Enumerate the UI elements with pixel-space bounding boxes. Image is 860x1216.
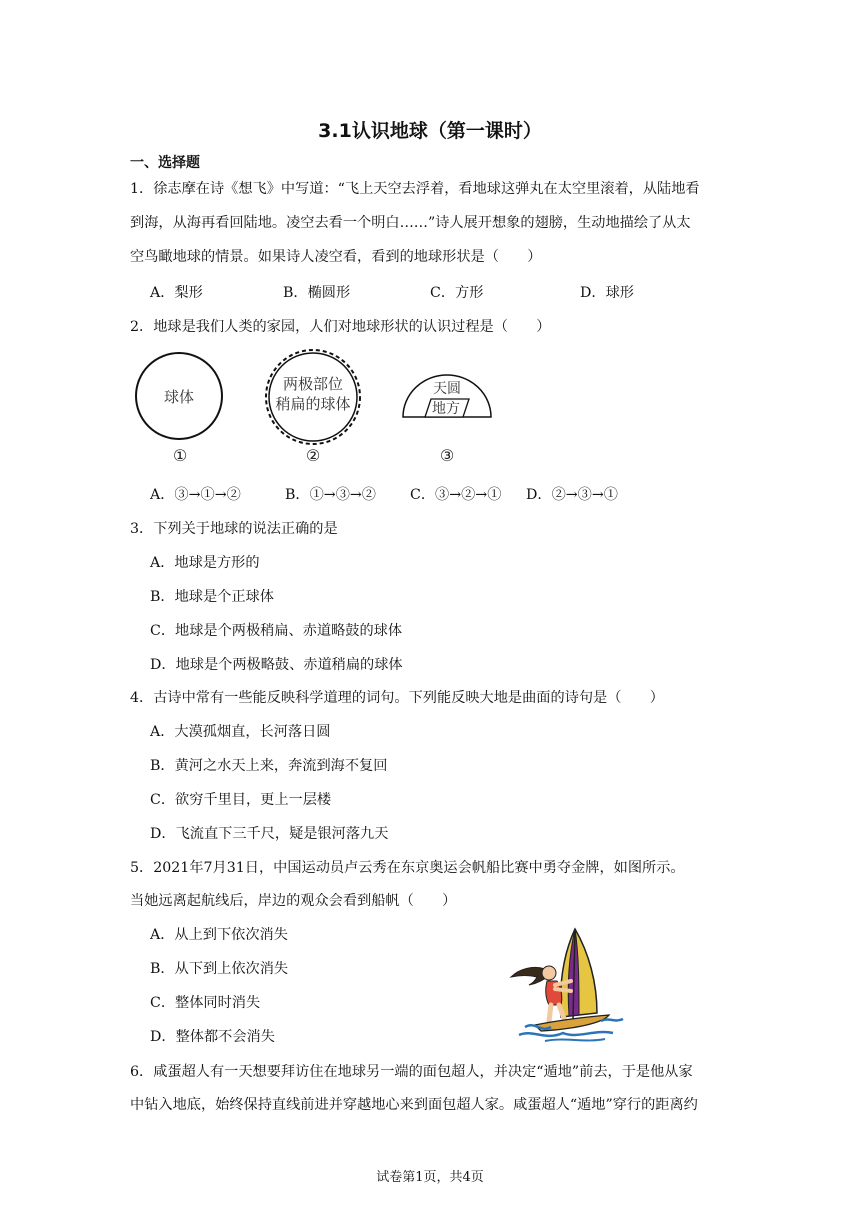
head-shape xyxy=(542,966,556,980)
q2-option-c: C．③→②→① xyxy=(410,487,502,503)
water-wave xyxy=(601,1019,623,1021)
q5-option-a: A．从上到下依次消失 xyxy=(150,927,288,943)
q3-option-b: B．地球是个正球体 xyxy=(150,589,274,605)
q6-line-2: 中钻入地底，始终保持直线前进并穿越地心来到面包超人家。咸蛋超人“遁地”穿行的距离约 xyxy=(130,1097,698,1113)
fig3-top-text: 天圆 xyxy=(433,381,461,397)
windsurfer-illustration xyxy=(505,925,635,1043)
q2-option-d: D．②→③→① xyxy=(526,487,618,503)
fig1-number: ① xyxy=(172,446,188,465)
q5-line-1: 5．2021年7月31日，中国运动员卢云秀在东京奥运会帆船比赛中勇夺金牌，如图所示。 xyxy=(130,860,685,876)
fig2-label-line2: 稍扁的球体 xyxy=(275,395,351,413)
q4-option-b: B．黄河之水天上来，奔流到海不复回 xyxy=(150,758,388,774)
q4-option-a: A．大漠孤烟直，长河落日圆 xyxy=(150,724,331,740)
q1-line-1: 1．徐志摩在诗《想飞》中写道：“飞上天空去浮着，看地球这弹丸在太空里滚着，从陆地看 xyxy=(130,181,700,197)
q1-option-d: D．球形 xyxy=(580,285,634,301)
fig2-number: ② xyxy=(305,446,321,465)
q5-option-c: C．整体同时消失 xyxy=(150,995,261,1011)
section-heading: 一、选择题 xyxy=(130,155,200,171)
q2-option-b: B．①→③→② xyxy=(285,487,376,503)
q3-option-c: C．地球是个两极稍扁、赤道略鼓的球体 xyxy=(150,623,403,639)
q4-stem: 4．古诗中常有一些能反映科学道理的词句。下列能反映大地是曲面的诗句是（ ） xyxy=(130,690,664,706)
q4-option-c: C．欲穷千里目，更上一层楼 xyxy=(150,792,332,808)
q1-option-c: C．方形 xyxy=(430,285,484,301)
q5-option-b: B．从下到上依次消失 xyxy=(150,961,289,977)
q1-option-b: B．椭圆形 xyxy=(283,285,351,301)
q3-option-a: A．地球是方形的 xyxy=(150,555,260,571)
fig1-label-text: 球体 xyxy=(163,388,195,406)
q3-stem: 3．下列关于地球的说法正确的是 xyxy=(130,521,338,537)
page-title: 3.1认识地球（第一课时） xyxy=(318,120,542,142)
page-footer: 试卷第1页，共4页 xyxy=(376,1170,484,1185)
fig3-bottom-text: 地方 xyxy=(432,401,460,417)
q4-option-d: D．飞流直下三千尺，疑是银河落九天 xyxy=(150,826,389,842)
q6-line-1: 6．咸蛋超人有一天想要拜访住在地球另一端的面包超人，并决定“遁地”前去，于是他从家 xyxy=(130,1064,693,1080)
fig3-number: ③ xyxy=(439,446,455,465)
q5-line-2: 当她远离起航线后，岸边的观众会看到船帆（ ） xyxy=(130,893,457,909)
q2-option-a: A．③→①→② xyxy=(150,487,241,503)
q3-option-d: D．地球是个两极略鼓、赤道稍扁的球体 xyxy=(150,657,403,673)
q1-line-2: 到海，从海再看回陆地。凌空去看一个明白……”诗人展开想象的翅膀，生动地描绘了从太 xyxy=(130,215,691,231)
earth-shape-figure xyxy=(125,345,505,470)
q2-stem: 2．地球是我们人类的家园，人们对地球形状的认识过程是（ ） xyxy=(130,319,551,335)
q5-option-d: D．整体都不会消失 xyxy=(150,1029,275,1045)
water-wave xyxy=(519,1032,613,1036)
q1-line-3: 空鸟瞰地球的情景。如果诗人凌空看，看到的地球形状是（ ） xyxy=(130,249,542,265)
fig2-label-line1: 两极部位 xyxy=(282,375,344,393)
q1-option-a: A．梨形 xyxy=(150,285,203,301)
water-wave xyxy=(545,1039,605,1041)
